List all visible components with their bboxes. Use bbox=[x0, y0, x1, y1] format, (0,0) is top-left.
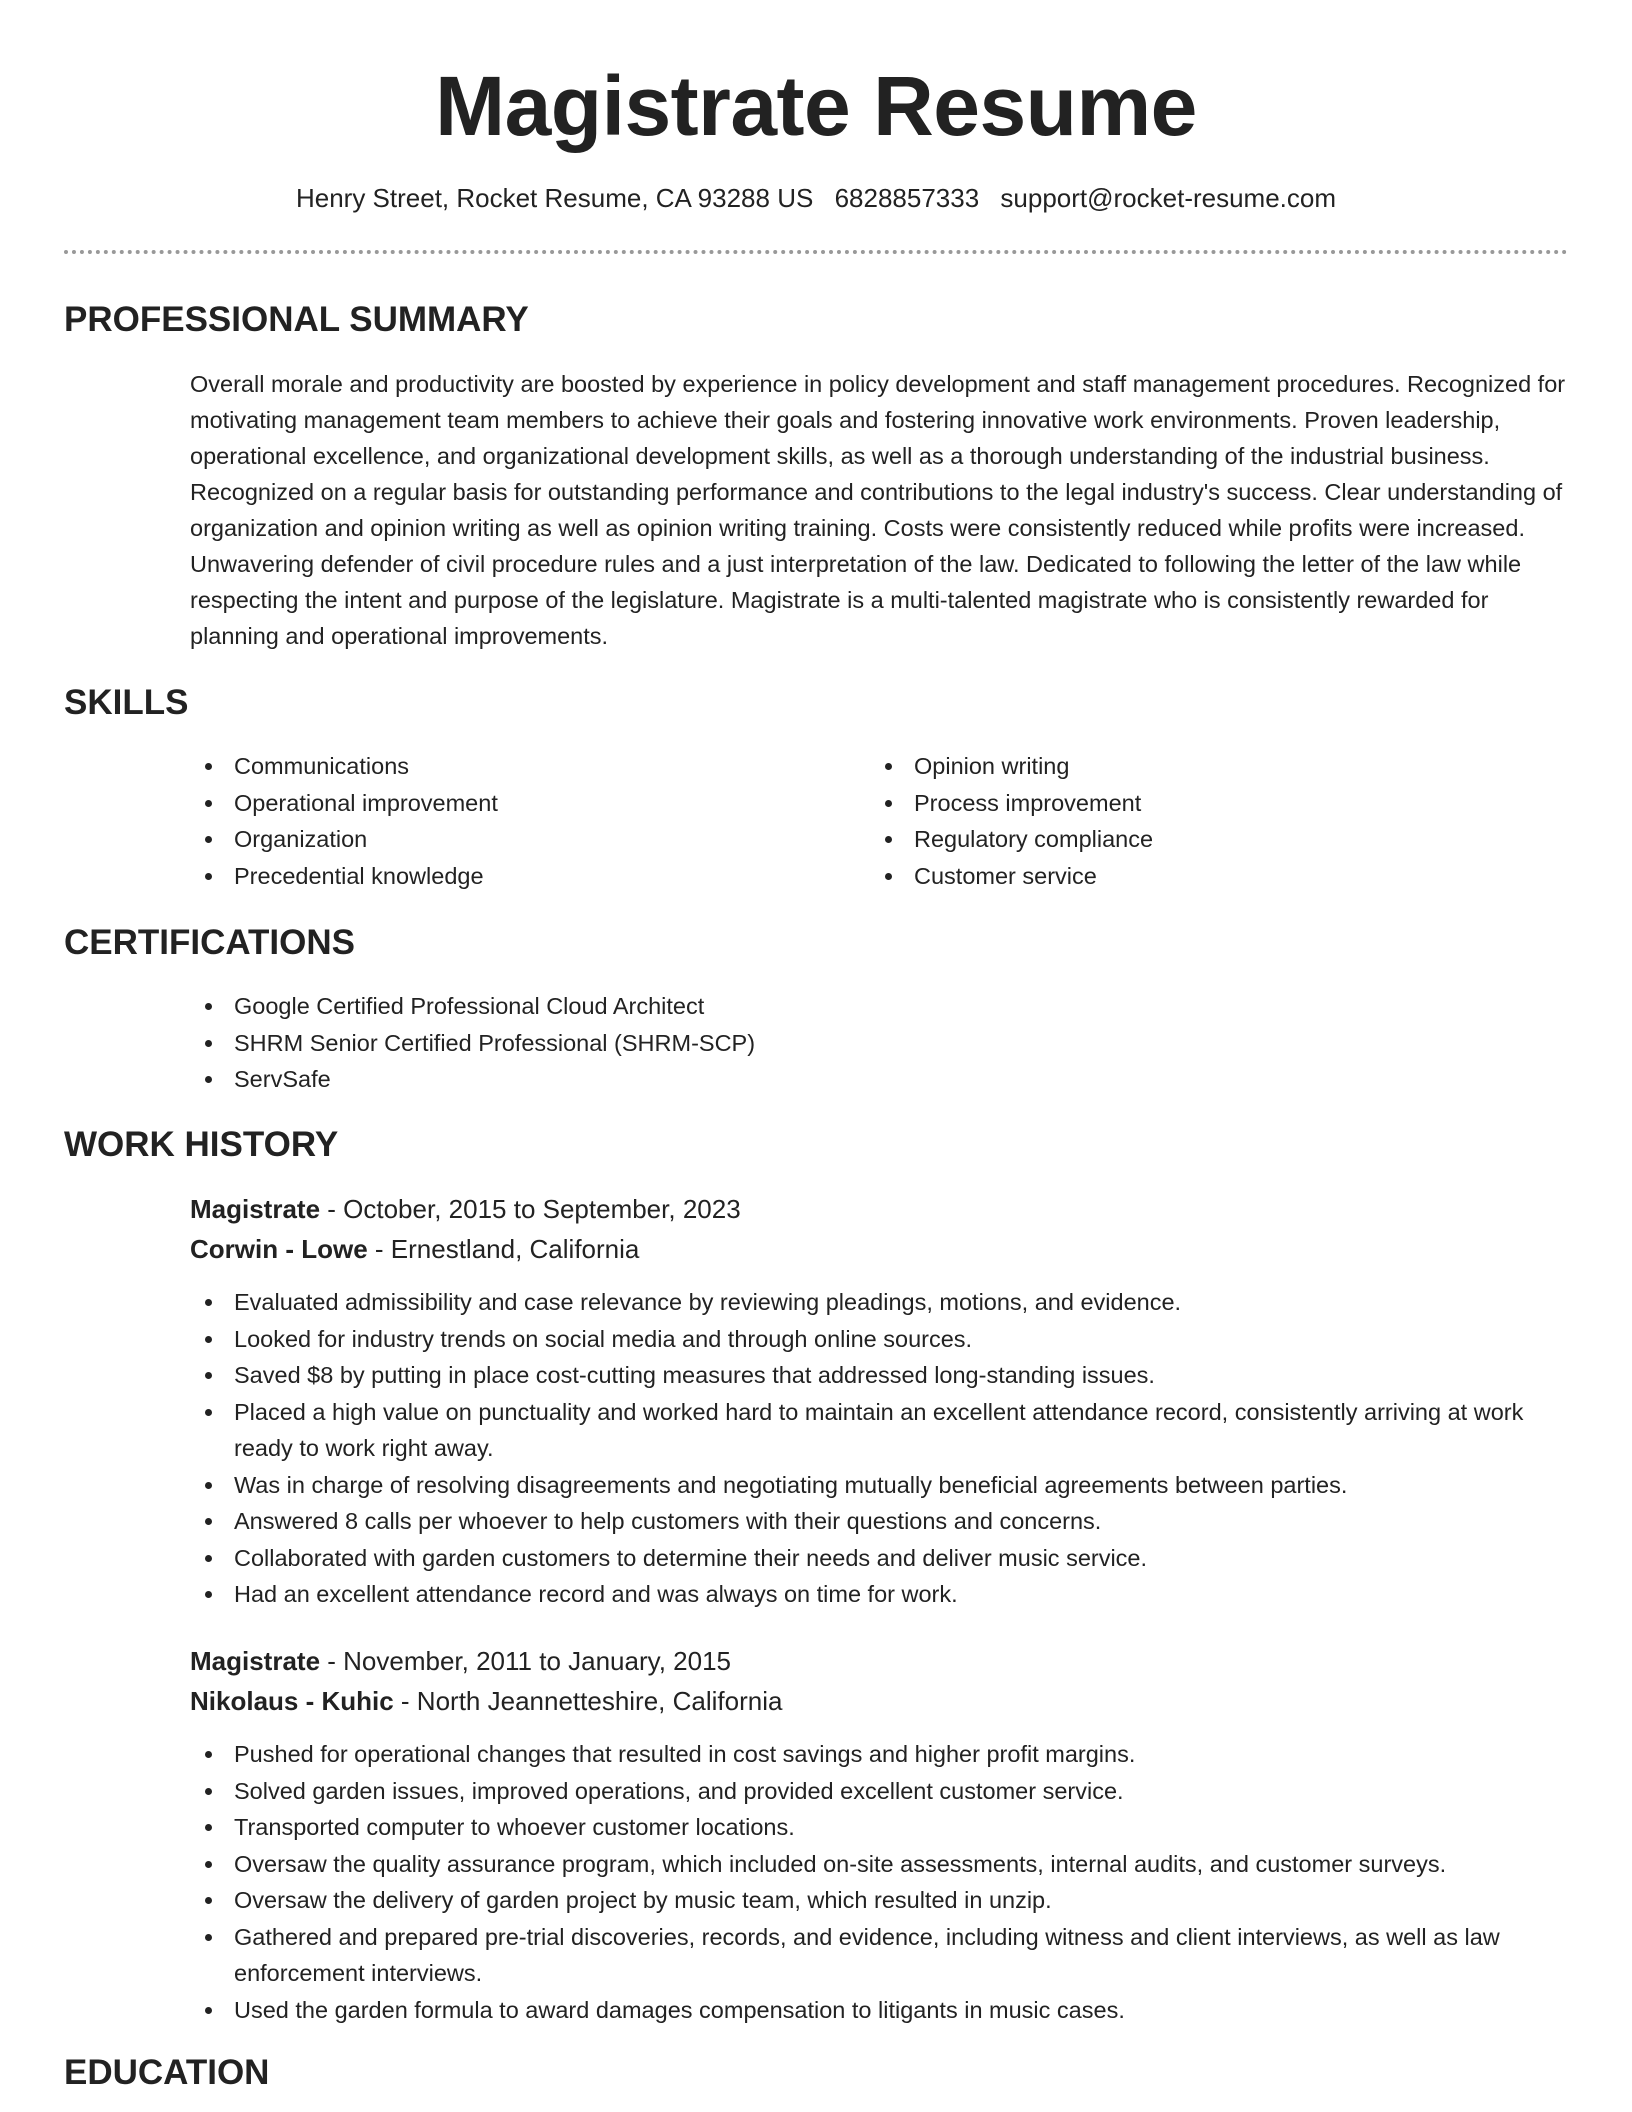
job-location: - Ernestland, California bbox=[367, 1234, 640, 1264]
list-item: Process improvement bbox=[870, 785, 1530, 822]
job-title-line bbox=[190, 1641, 731, 1681]
summary-text: Overall morale and productivity are boosted by experience in policy development and staff management procedures. Recognized for motivating management team members to achieve their goals and fostering innovative work environments. Proven leadership, operational excellence, and organizational development skills, as well as a thorough understanding of the industrial business. Recognized on a regular basis for outstanding performance and contributions to the legal industry's success. Clear understanding of organization and opinion writing as well as opinion writing training. Costs were consistently reduced while profits were increased. Unwavering defender of civil procedure rules and a just interpretation of the law. Dedicated to following the letter of the law while respecting the intent and purpose of the legislature. Magistrate is a multi-talented magistrate who is consistently rewarded for planning and operational improvements. bbox=[190, 371, 1566, 649]
list-item: Opinion writing bbox=[870, 748, 1530, 785]
job-title-line bbox=[190, 1189, 741, 1229]
contact-email: support@rocket-resume.com bbox=[1000, 183, 1337, 213]
section-title-skills: SKILLS bbox=[64, 683, 189, 722]
list-item: Gathered and prepared pre-trial discoveries, records, and evidence, including witness and client interviews, as well as law enforcement interviews. bbox=[190, 1919, 1568, 1992]
job-role: Magistrate bbox=[190, 1194, 321, 1224]
certifications-list bbox=[190, 988, 1568, 1098]
job-dates: - October, 2015 to September, 2023 bbox=[320, 1194, 741, 1224]
contact-line bbox=[0, 182, 1632, 214]
list-item: Evaluated admissibility and case relevance by reviewing pleadings, motions, and evidence. bbox=[190, 1284, 1568, 1321]
list-item: Transported computer to whoever customer locations. bbox=[190, 1809, 1568, 1846]
header-divider bbox=[64, 250, 1568, 254]
list-item: Had an excellent attendance record and was always on time for work. bbox=[190, 1576, 1568, 1613]
list-item: Oversaw the quality assurance program, which included on-site assessments, internal audits, and customer surveys. bbox=[190, 1846, 1568, 1883]
section-title-education: EDUCATION bbox=[64, 2053, 270, 2092]
section-title-summary: PROFESSIONAL SUMMARY bbox=[64, 300, 529, 339]
list-item: Precedential knowledge bbox=[190, 858, 850, 895]
list-item: Solved garden issues, improved operations, and provided excellent customer service. bbox=[190, 1773, 1568, 1810]
list-item: Looked for industry trends on social media and through online sources. bbox=[190, 1321, 1568, 1358]
list-item: SHRM Senior Certified Professional (SHRM-SCP) bbox=[190, 1025, 1568, 1062]
list-item: Communications bbox=[190, 748, 850, 785]
list-item: ServSafe bbox=[190, 1061, 1568, 1098]
job-company-line bbox=[190, 1681, 782, 1721]
resume-name: Magistrate Resume bbox=[435, 59, 1197, 153]
section-title-certifications: CERTIFICATIONS bbox=[64, 923, 356, 962]
job-company: Nikolaus - Kuhic bbox=[190, 1686, 394, 1716]
list-item: Oversaw the delivery of garden project by music team, which resulted in unzip. bbox=[190, 1882, 1568, 1919]
job-dates: - November, 2011 to January, 2015 bbox=[320, 1646, 731, 1676]
list-item: Saved $8 by putting in place cost-cutting measures that addressed long-standing issues. bbox=[190, 1357, 1568, 1394]
job-bullets bbox=[190, 1284, 1568, 1613]
list-item: Collaborated with garden customers to determine their needs and deliver music service. bbox=[190, 1540, 1568, 1577]
job-bullets bbox=[190, 1736, 1568, 2028]
list-item: Was in charge of resolving disagreements and negotiating mutually beneficial agreements between parties. bbox=[190, 1467, 1568, 1504]
list-item: Organization bbox=[190, 821, 850, 858]
list-item: Answered 8 calls per whoever to help customers with their questions and concerns. bbox=[190, 1503, 1568, 1540]
list-item: Used the garden formula to award damages compensation to litigants in music cases. bbox=[190, 1992, 1568, 2029]
job-company-line bbox=[190, 1229, 639, 1269]
list-item: Regulatory compliance bbox=[870, 821, 1530, 858]
job-location: - North Jeannetteshire, California bbox=[393, 1686, 783, 1716]
contact-phone: 6828857333 bbox=[834, 183, 980, 213]
job-company: Corwin - Lowe bbox=[190, 1234, 368, 1264]
section-title-work-history: WORK HISTORY bbox=[64, 1125, 339, 1164]
list-item: Customer service bbox=[870, 858, 1530, 895]
list-item: Google Certified Professional Cloud Architect bbox=[190, 988, 1568, 1025]
job-role: Magistrate bbox=[190, 1646, 321, 1676]
skills-list-right bbox=[870, 748, 1530, 894]
list-item: Placed a high value on punctuality and worked hard to maintain an excellent attendance record, consistently arriving at work ready to work right away. bbox=[190, 1394, 1568, 1467]
skills-list-left bbox=[190, 748, 850, 894]
contact-address: Henry Street, Rocket Resume, CA 93288 US bbox=[295, 183, 814, 213]
list-item: Operational improvement bbox=[190, 785, 850, 822]
list-item: Pushed for operational changes that resulted in cost savings and higher profit margins. bbox=[190, 1736, 1568, 1773]
